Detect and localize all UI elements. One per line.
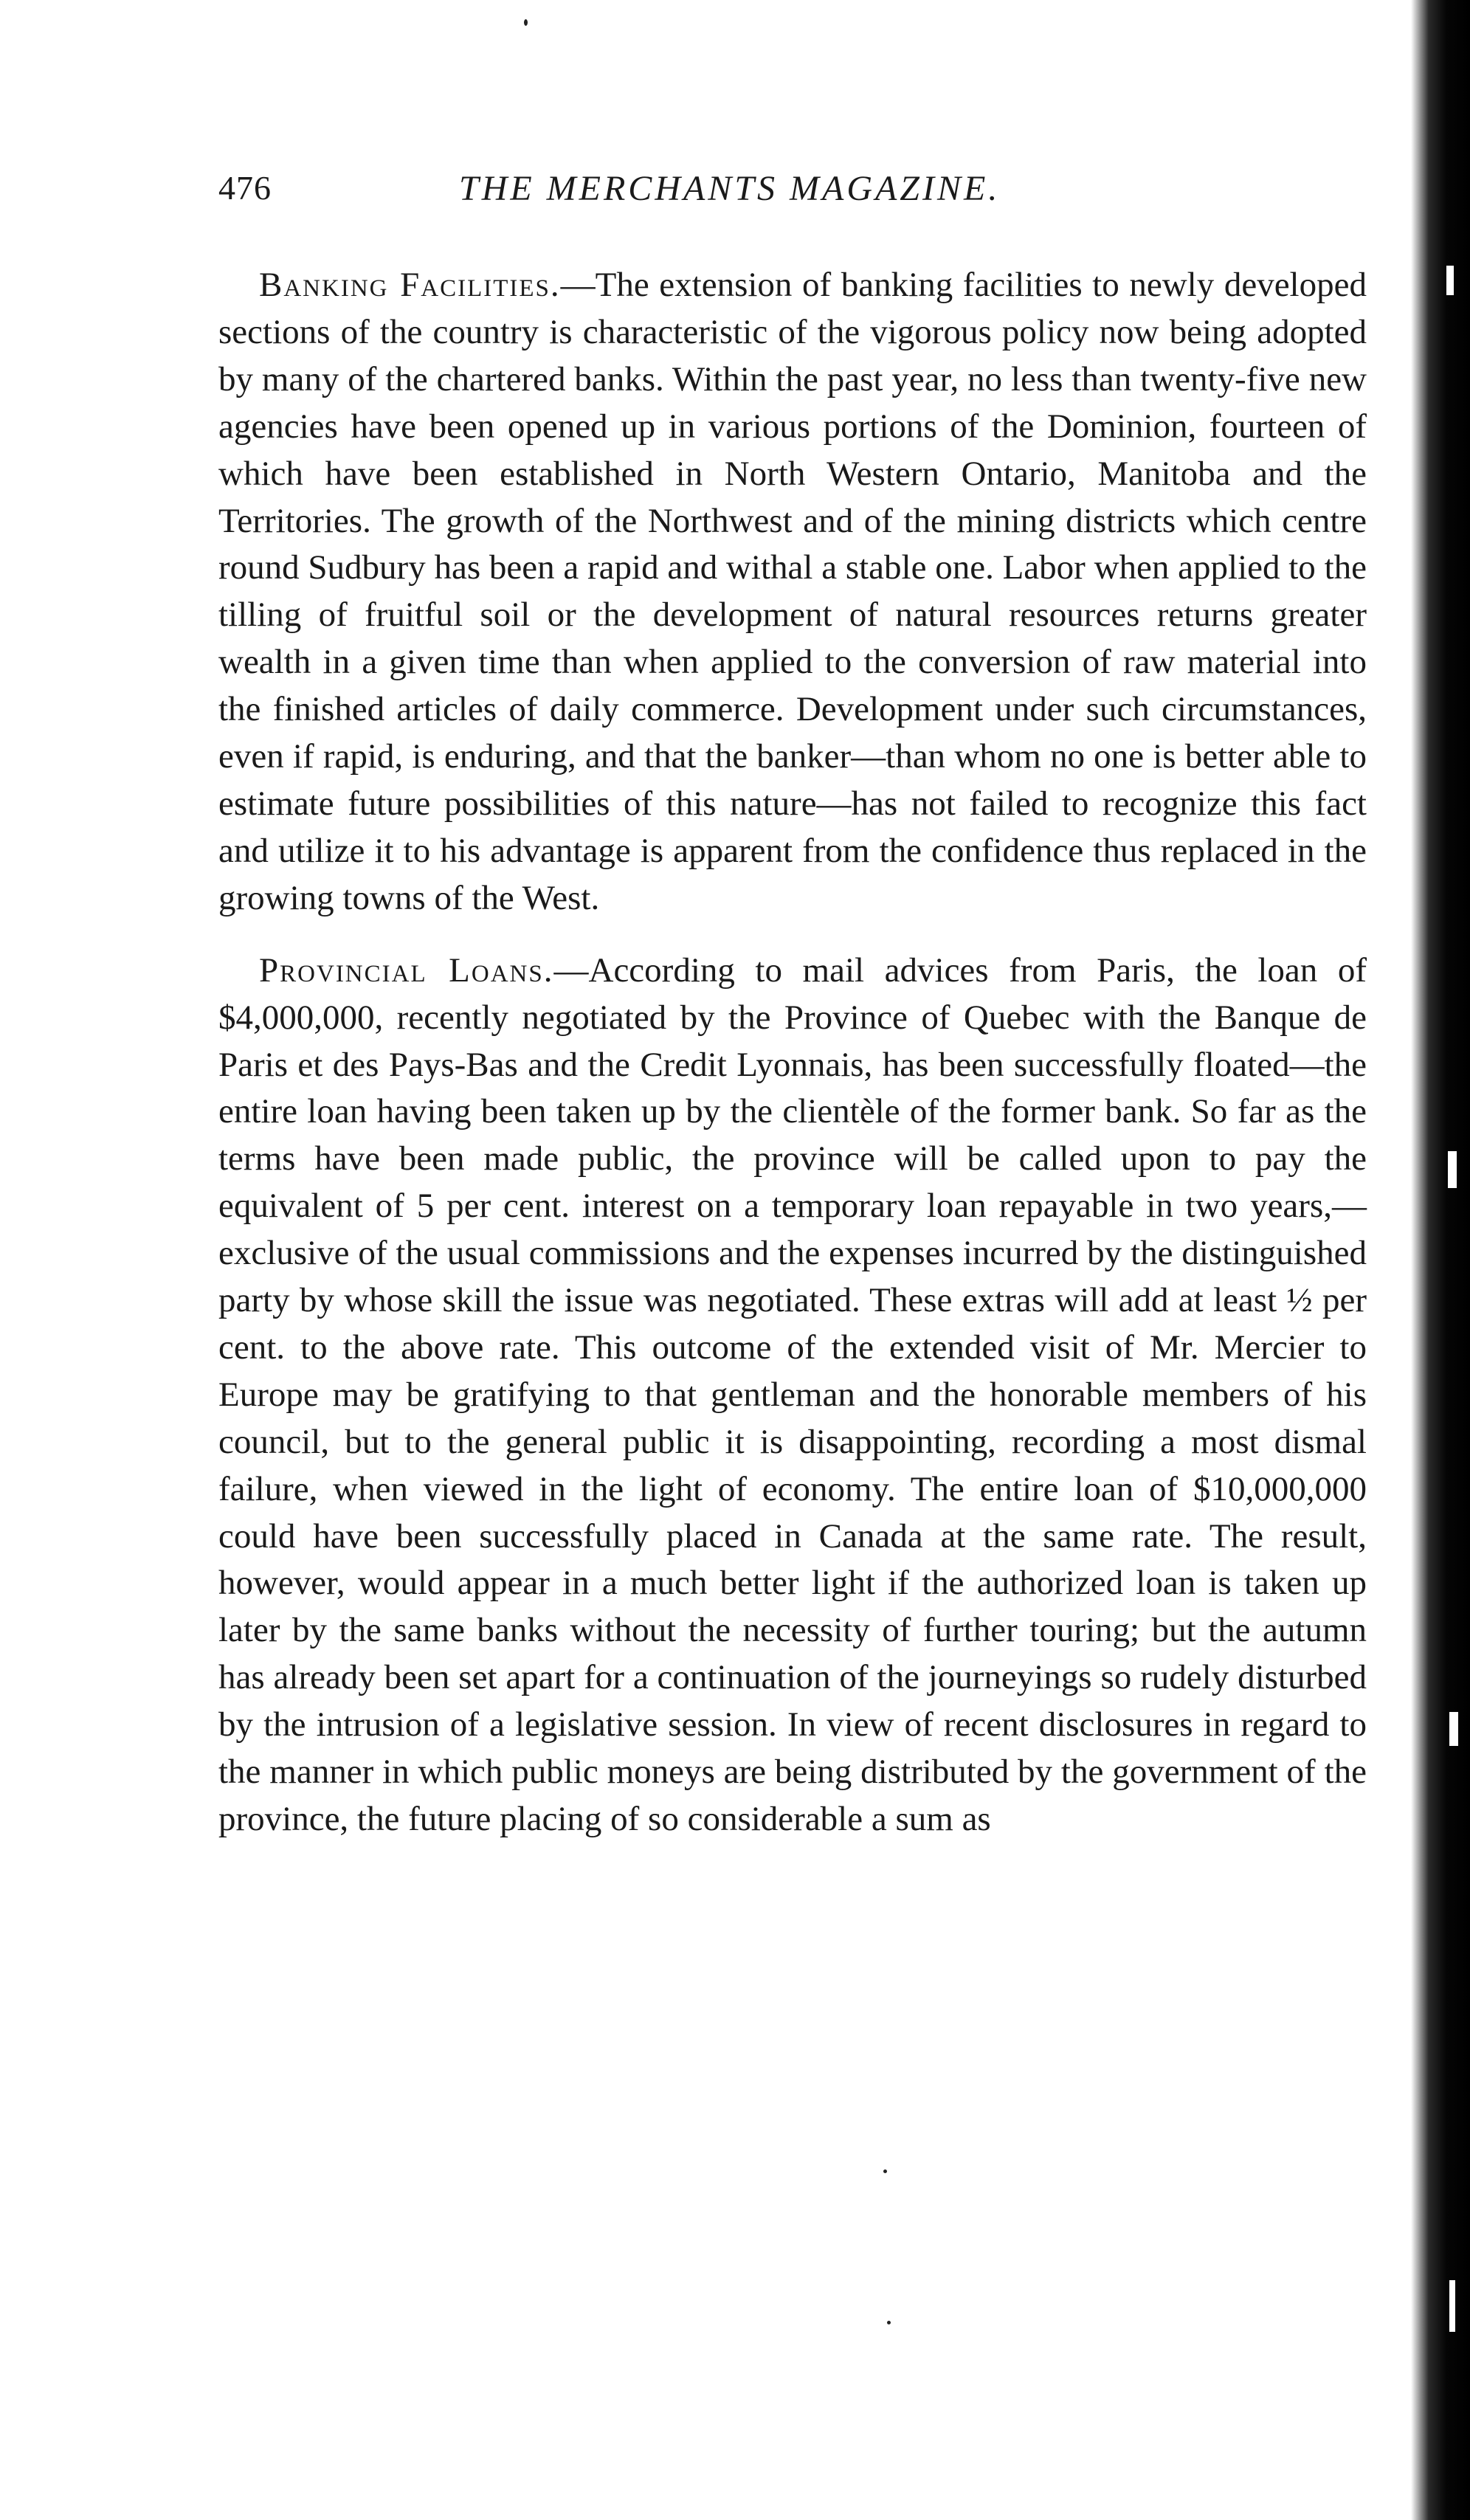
scan-speck bbox=[887, 2321, 891, 2324]
paragraph-text: —The extension of banking facilities to newly developed sections of the country is characteristic of the vigorous policy now being adopted by many of the chartered banks. Within the past year, no less than twenty-five new agencies have been opened up in various portions of the Dominion, fourteen of which have been established in North Western Ontario, Manitoba and the Territories. The growth of the Northwest and of the mining districts which centre round Sudbury has been a rapid and withal a stable one. Labor when applied to the tilling of fruitful soil or the development of natural resources returns greater wealth in a given time than when applied to the conversion of raw material into the finished articles of daily commerce. Development under such circumstances, even if rapid, is enduring, and that the banker—than whom no one is better able to estimate future possibilities of this nature—has not failed to recognize this fact and utilize it to his advantage is apparent from the confidence thus replaced in the growing towns of the West. bbox=[218, 266, 1367, 917]
scan-speck bbox=[524, 19, 528, 26]
edge-notch bbox=[1446, 266, 1454, 295]
page-number: 476 bbox=[218, 169, 272, 207]
running-title: THE MERCHANTS MAGAZINE. bbox=[459, 169, 1001, 208]
section-heading: Provincial Loans. bbox=[259, 950, 554, 990]
paragraph-provincial-loans bbox=[218, 947, 1367, 1843]
edge-notch bbox=[1449, 1712, 1458, 1746]
running-header bbox=[218, 168, 1362, 220]
edge-notch bbox=[1449, 2280, 1455, 2332]
scan-speck bbox=[883, 2169, 887, 2173]
section-heading: Banking Facilities. bbox=[259, 266, 561, 304]
article-body bbox=[218, 262, 1367, 1843]
paragraph-text: —According to mail advices from Paris, the loan of $4,000,000, recently negotiated by the Province of Quebec with the Banque de Paris et des Pays-Bas and the Credit Lyonnais, has been successfully floated—the entire loan having been taken up by the clientèle of the former bank. So far as the terms have been made public, the province will be called upon to pay the equivalent of 5 per cent. interest on a temporary loan repayable in two years,—exclusive of the usual commissions and the expenses incurred by the distinguished party by whose skill the issue was negotiated. These extras will add at least ½ per cent. to the above rate. This outcome of the extended visit of Mr. Mercier to Europe may be gratifying to that gentleman and the honorable members of his council, but to the general public it is disappointing, recording a most dismal failure, when viewed in the light of economy. The entire loan of $10,000,000 could have been successfully placed in Canada at the same rate. The result, however, would appear in a much better light if the authorized loan is taken up later by the same banks without the necessity of further touring; but the autumn has already been set apart for a continuation of the journeyings so rudely disturbed by the intrusion of a legislative session. In view of recent disclosures in regard to the manner in which public moneys are being distributed by the government of the province, the future placing of so considerable a sum as bbox=[218, 950, 1367, 1838]
paragraph-banking-facilities bbox=[218, 262, 1367, 922]
edge-notch bbox=[1448, 1151, 1457, 1188]
page-edge-shadow bbox=[1411, 0, 1470, 2520]
